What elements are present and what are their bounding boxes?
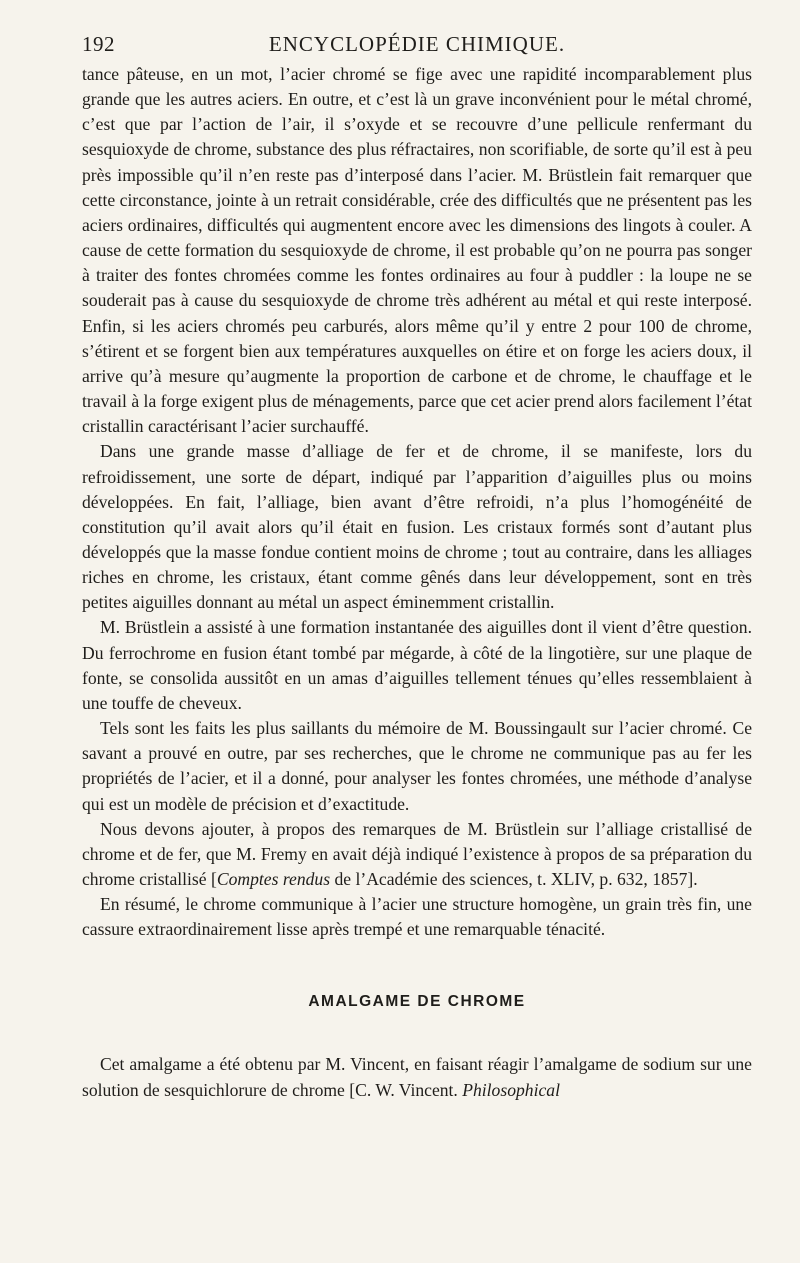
fremy-text-after: de l’Académie des sciences, t. XLIV, p. 632, 1857]. <box>330 869 698 889</box>
comptes-rendus-title: Comptes rendus <box>216 869 331 889</box>
paragraph-steel-forging: tance pâteuse, en un mot, l’acier chromé se fige avec une rapidité incomparablement plus grande que les autres aciers. En outre, et c’est là un grave inconvénient pour le métal chromé, c’est que par l’action de l’air, il s’oxyde et se recouvre d’une pellicule renfermant du sesquioxyde de chrome, substance des plus réfractaires, non scorifiable, de sorte qu’il est à peu près impossible qu’il n’en reste pas d’interposé dans l’acier. M. Brüstlein fait remarquer que cette circonstance, jointe à un retrait considérable, crée des difficultés que ne présentent pas les aciers ordinaires, difficultés qui augmentent encore avec les dimensions des lingots à couler. A cause de cette formation du sesquioxyde de chrome, il est probable qu’on ne pourra pas songer à traiter des fontes chromées comme les fontes ordinaires au four à puddler : la loupe ne se souderait pas à cause du sesquioxyde de chrome très adhérent au métal et qui reste interposé. Enfin, si les aciers chromés peu carburés, alors même qu’il y entre 2 pour 100 de chrome, s’étirent et se forgent bien aux températures auxquelles on étire et on forge les aciers doux, il arrive qu’à mesure qu’augmente la proportion de carbone et de chrome, le chauffage et le travail à la forge exigent plus de ménagements, parce que cet acier prend alors facilement l’état cristallin caractérisant l’acier surchauffé. <box>82 64 752 437</box>
section-heading: AMALGAME DE CHROME <box>308 993 526 1011</box>
page-number: 192 <box>82 32 115 56</box>
paragraph-boussingault: Tels sont les faits les plus saillants du mémoire de M. Boussingault sur l’acier chromé. Ce savant a prouvé en outre, par ses recherches, que le chrome ne communique pas au fer les propriétés de l’acier, et il a donné, pour analyser les fontes chromées, une méthode d’analyse qui est un modèle de précision et d’exactitude. <box>82 718 752 814</box>
paragraph-amalgam <box>82 1052 752 1102</box>
paragraph-needles: M. Brüstlein a assisté à une formation instantanée des aiguilles dont il vient d’être question. Du ferrochrome en fusion étant tombé par mégarde, à côté de la lingotière, sur une plaque de fonte, se consolida aussitôt en un amas d’aiguilles tellement ténues qu’elles ressemblaient à une touffe de cheveux. <box>82 617 752 713</box>
journal-title: Philosophical <box>462 1079 560 1100</box>
page-body <box>82 62 752 1103</box>
running-head: ENCYCLOPÉDIE CHIMIQUE. <box>268 32 566 56</box>
amalgam-text: Cet amalgame a été obtenu par M. Vincent, en faisant réagir l’amalgame de sodium sur une solution de sesquichlorure de chrome [C. W. Vincent. <box>82 1054 752 1100</box>
paragraph-crystallization: Dans une grande masse d’alliage de fer et de chrome, il se manifeste, lors du refroidissement, une sorte de départ, indiqué par l’apparition d’aiguilles plus ou moins développées. En fait, l’alliage, bien avant d’être refroidi, n’a plus l’homogénéité de constitution qu’il avait alors qu’il était en fusion. Les cristaux formés sont d’autant plus développés que la masse fondue contient moins de chrome ; tout au contraire, dans les alliages riches en chrome, les cristaux, étant comme gênés dans leur développement, sont en très petites aiguilles donnant au métal un aspect éminemment cristallin. <box>82 441 752 613</box>
paragraph-summary: En résumé, le chrome communique à l’acier une structure homogène, un grain très fin, une cassure extraordinairement lisse après trempé et une remarquable ténacité. <box>82 894 752 940</box>
page-header <box>82 32 752 62</box>
paragraph-fremy <box>82 817 752 892</box>
fremy-text-before: Nous devons ajouter, à propos des remarques de M. Brüstlein sur l’alliage cristallisé de chrome et de fer, que M. Fremy en avait déjà indiqué l’existence à propos de sa préparation du chrome cristallisé [ <box>82 818 752 889</box>
